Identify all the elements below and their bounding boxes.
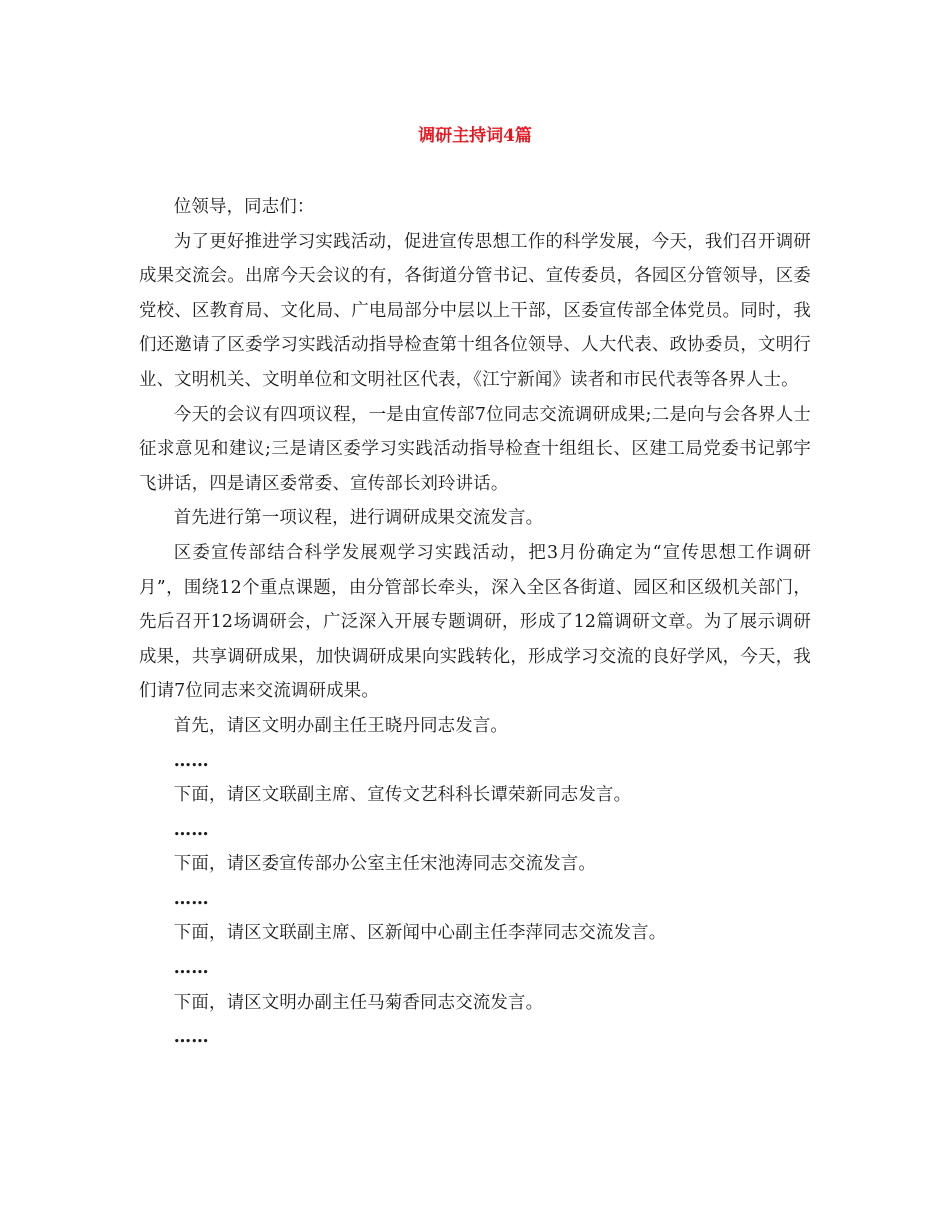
paragraph: 首先进行第一项议程，进行调研成果交流发言。 bbox=[173, 508, 544, 529]
ellipsis-marker: …… bbox=[173, 819, 209, 840]
paragraph: 首先，请区文明办副主任王晓丹同志发言。 bbox=[173, 715, 509, 736]
paragraph: 下面，请区委宣传部办公室主任宋池涛同志交流发言。 bbox=[173, 854, 596, 875]
paragraph: 下面，请区文联副主席、宣传文艺科科长谭荣新同志发言。 bbox=[173, 785, 632, 806]
ellipsis-marker: …… bbox=[173, 888, 209, 909]
paragraph: 下面，请区文明办副主任马菊香同志交流发言。 bbox=[173, 992, 544, 1013]
ellipsis-marker: …… bbox=[173, 958, 209, 979]
paragraph: 区委宣传部结合科学发展观学习实践活动，把3月份确定为“宣传思想工作调研月”，围绕12个重点课题，由分管部长牵头，深入全区各街道、园区和区级机关部门，先后召开12场调研会，广泛深入开展专题调研，形成了12篇调研文章。为了展示调研成果，共享调研成果，加快调研成果向实践转化，形成学习交流的良好学风，今天，我们请7位同志来交流调研成果。 bbox=[139, 542, 811, 702]
document-body bbox=[139, 190, 811, 1055]
paragraph: 今天的会议有四项议程，一是由宣传部7位同志交流调研成果;二是向与会各界人士征求意见和建议;三是请区委学习实践活动指导检查十组组长、区建工局党委书记郭宇飞讲话，四是请区委常委、宣传部长刘玲讲话。 bbox=[139, 404, 811, 494]
paragraph: 下面，请区文联副主席、区新闻中心副主任李萍同志交流发言。 bbox=[173, 923, 667, 944]
ellipsis-marker: …… bbox=[173, 1027, 209, 1048]
document-title: 调研主持词4篇 bbox=[418, 126, 532, 146]
paragraph: 位领导，同志们： bbox=[173, 197, 315, 217]
ellipsis-marker: …… bbox=[173, 750, 209, 771]
paragraph: 为了更好推进学习实践活动，促进宣传思想工作的科学发展，今天，我们召开调研成果交流会。出席今天会议的有，各街道分管书记、宣传委员，各园区分管领导，区委党校、区教育局、文化局、广电局部分中层以上干部，区委宣传部全体党员。同时，我们还邀请了区委学习实践活动指导检查第十组各位领导、人大代表、政协委员，文明行业、文明机关、文明单位和文明社区代表，《江宁新闻》读者和市民代表等各界人士。 bbox=[139, 231, 811, 390]
